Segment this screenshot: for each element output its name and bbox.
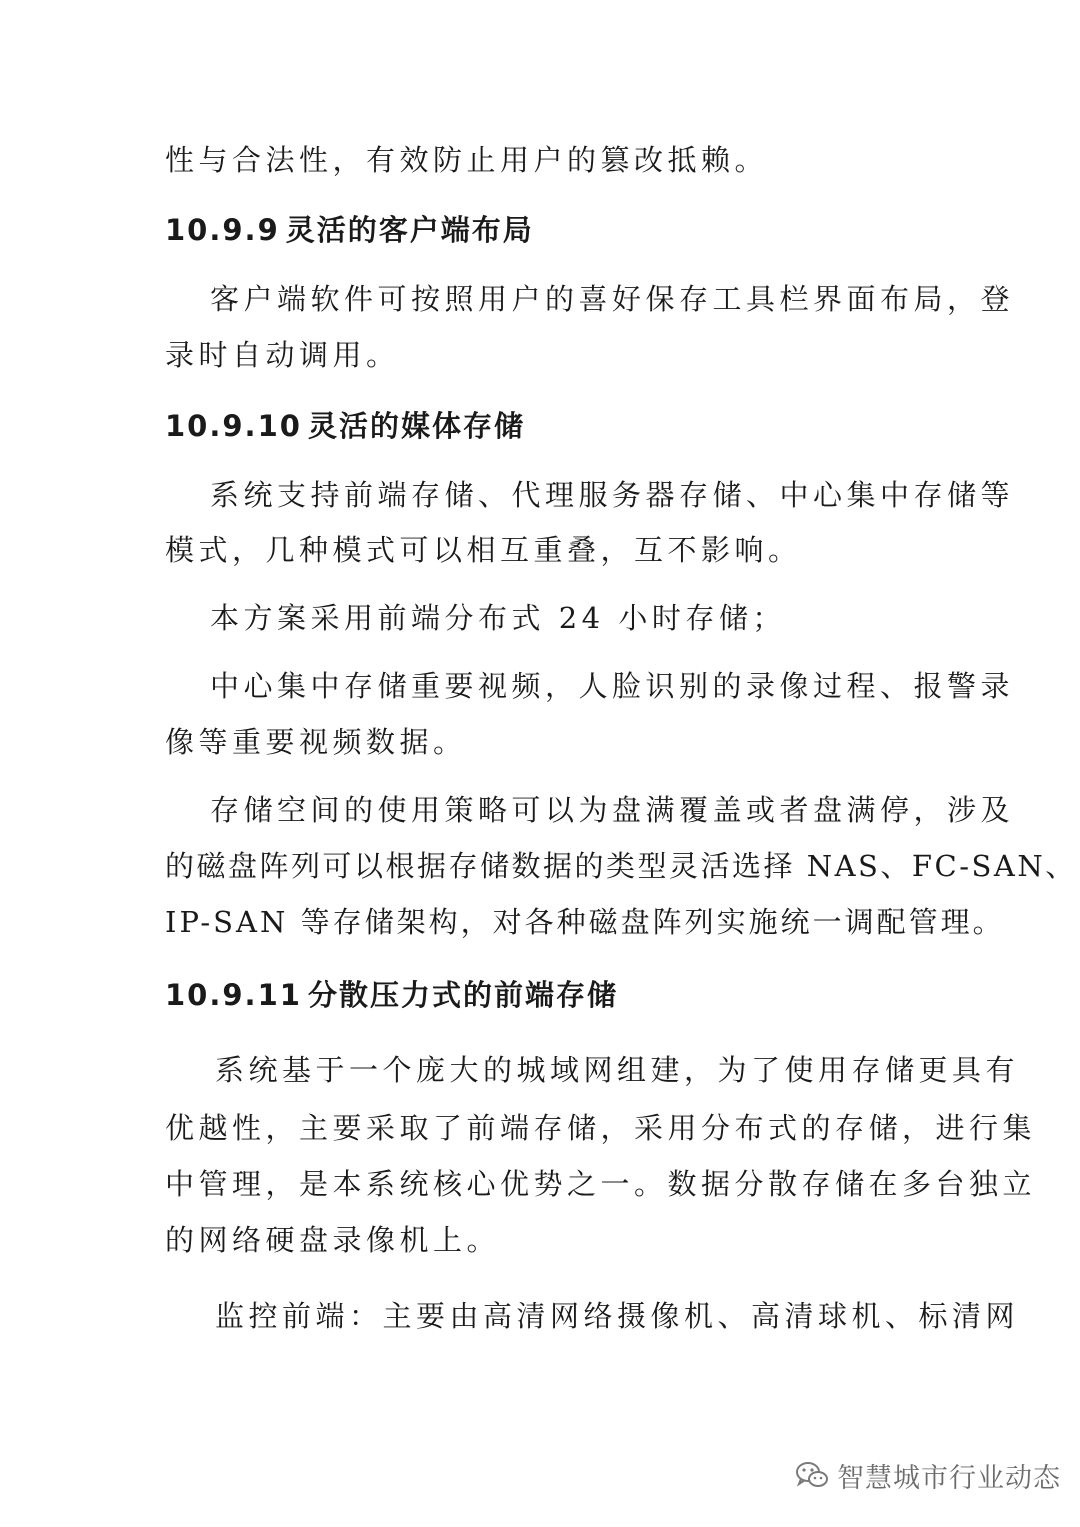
paragraph-line: 优越性，主要采取了前端存储，采用分布式的存储，进行集 — [165, 1111, 1037, 1145]
paragraph-line: 存储空间的使用策略可以为盘满覆盖或者盘满停，涉及 — [210, 793, 1015, 827]
paragraph-line: 中管理，是本系统核心优势之一。数据分散存储在多台独立 — [165, 1167, 1037, 1201]
watermark-text: 智慧城市行业动态 — [837, 1462, 1061, 1494]
paragraph-line: 的网络硬盘录像机上。 — [165, 1223, 501, 1257]
section-number: 10.9.10 — [165, 409, 302, 443]
section-title: 灵活的客户端布局 — [285, 213, 534, 247]
section-title: 灵活的媒体存储 — [307, 409, 525, 443]
section-number: 10.9.11 — [165, 978, 302, 1012]
section-heading-10-9-10 — [165, 406, 525, 446]
paragraph-line: 中心集中存储重要视频，人脸识别的录像过程、报警录 — [210, 669, 1015, 703]
wechat-watermark — [795, 1450, 1061, 1500]
wechat-icon — [795, 1460, 829, 1490]
section-title: 分散压力式的前端存储 — [307, 978, 618, 1012]
paragraph-line: 系统基于一个庞大的城域网组建，为了使用存储更具有 — [215, 1053, 1020, 1087]
paragraph-line: 客户端软件可按照用户的喜好保存工具栏界面布局，登 — [210, 282, 1015, 316]
section-heading-10-9-11 — [165, 975, 618, 1015]
section-number: 10.9.9 — [165, 213, 280, 247]
paragraph-line: 模式，几种模式可以相互重叠，互不影响。 — [165, 533, 802, 567]
paragraph-line: 性与合法性，有效防止用户的篡改抵赖。 — [165, 143, 769, 177]
paragraph-line: 像等重要视频数据。 — [165, 725, 467, 759]
section-heading-10-9-9 — [165, 210, 534, 250]
paragraph-line: 系统支持前端存储、代理服务器存储、中心集中存储等 — [210, 478, 1015, 512]
paragraph-line: 本方案采用前端分布式 24 小时存储； — [210, 601, 786, 635]
paragraph-line: 录时自动调用。 — [165, 338, 400, 372]
paragraph-line: IP-SAN 等存储架构，对各种磁盘阵列实施统一调配管理。 — [165, 905, 1005, 939]
paragraph-line: 监控前端：主要由高清网络摄像机、高清球机、标清网 — [215, 1299, 1020, 1333]
paragraph-line: 的磁盘阵列可以根据存储数据的类型灵活选择 NAS、FC-SAN、 — [165, 849, 1077, 883]
